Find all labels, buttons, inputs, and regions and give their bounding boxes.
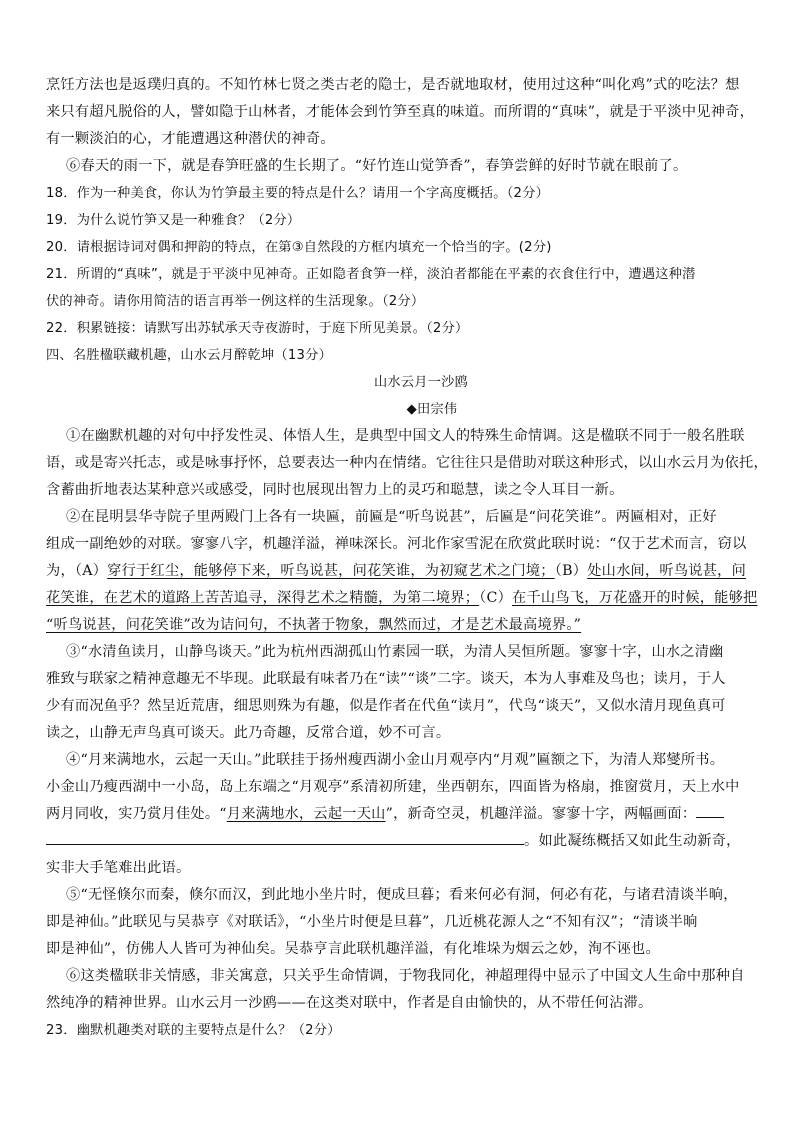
underlined-phrase-b-start: 处山水间，听鸟说甚，问 [587,563,747,579]
underlined-phrase-a: 穿行于红尘，能够停下来，听鸟说甚，问花笑谁，为初窥艺术之门境； [107,563,555,579]
article-p3-line-2: 雅致与联家之精神意趣无不毕现。此联最有味者乃在“读”“谈”二字。谈天，本为人事难及鸟也；读月，于人 [46,671,726,687]
p4-line3-suffix: ”，新奇空灵，机趣洋溢。寥寥十字，两幅画面： [385,806,697,822]
article-p6-line-1: ⑥这类楹联非关情感，非关寓意，只关乎生命情调，于物我同化，神超理得中显示了中国文人生命中那种自 [66,968,745,984]
document-page [46,72,766,1044]
article-p1-line-3: 含蓄曲折地表达某种意兴或感受，同时也展现出智力上的灵巧和聪慧，读之令人耳目一新。 [46,482,624,498]
marker-b: （B） [554,563,588,579]
section-4-heading: 四、名胜楹联藏机趣，山水云月醉乾坤（13分） [46,348,333,363]
answer-blank-line[interactable] [46,829,524,845]
question-19: 19．为什么说竹笋又是一种雅食？（2分） [46,213,301,228]
question-22: 22．积累链接：请默写出苏轼承天寺夜游时，于庭下所见美景。（2分） [46,321,469,336]
article-p6-line-2: 然纯净的精神世界。山水云月一沙鸥——在这类对联中，作者是自由愉快的，从不带任何沾滞。 [46,995,653,1011]
article-p5-line-1: ⑤“无怪倏尔而秦，倏尔而汉，到此地小坐片时，便成旦暮；看来何必有洞，何必有花，与诸君清谈半晌， [66,887,738,903]
article-p4-line-2: 小金山乃瘦西湖中一小岛，岛上东端之“月观亭”系清初所建，坐西朝东，四面皆为格扇，推窗赏月，天上水中 [46,779,740,795]
question-21-line-2: 伏的神奇。请你用简洁的语言再举一例这样的生活现象。（2分） [46,294,425,309]
underlined-phrase-c-end: “听鸟说甚，问花笑谁”改为诘问句，不执著于物象，飘然而过，才是艺术最高境界。” [46,617,582,633]
article-p4-line-4 [46,828,766,855]
article-p2-line-1: ②在昆明昙华寺院子里两殿门上各有一块匾，前匾是“听鸟说甚”，后匾是“问花笑谁”。两匾相对，正好 [66,509,717,525]
underlined-couplet: 月来满地水，云起一天山 [226,806,386,822]
p4-line3-prefix: 两月同收，实乃赏月佳处。“ [46,806,227,822]
article-p5-line-3: 即是神仙”，仿佛人人皆可为神仙矣。吴恭亨言此联机趣洋溢，有化堆垛为烟云之妙，洵不诬也。 [46,941,660,957]
question-23: 23．幽默机趣类对联的主要特点是什么？（2分） [46,1023,341,1038]
p4-line4-suffix: 。如此凝练概括又如此生动新奇， [524,833,741,849]
article-p3-line-4: 读之，山静无声鸟真可谈天。此乃奇趣，反常合道，妙不可言。 [46,725,451,741]
article-p2-line-3 [46,558,766,585]
article-p1-line-1: ①在幽默机趣的对句中抒发性灵、体悟人生，是典型中国文人的特殊生命情调。这是楹联不同于一般名胜联 [66,428,745,444]
underlined-phrase-b-end: 花笑谁，在艺术的道路上苦苦追寻，深得艺术之精髓，为第二境界； [46,590,480,606]
question-20: 20．请根据诗词对偶和押韵的特点，在第③自然段的方框内填充一个恰当的字。(2分) [46,240,552,255]
article-p3-line-1: ③“水清鱼读月，山静鸟谈天。”此为杭州西湖孤山竹素园一联，为清人吴恒所题。寥寥十字，山水之清幽 [66,644,724,660]
article-p2-line-4 [46,585,766,612]
article-p2-line-5 [46,612,766,639]
p2-prefix: 为，（A） [46,563,108,579]
underlined-phrase-c-start: 在千山鸟飞，万花盛开的时候，能够把 [512,590,758,606]
article-p4-line-3 [46,801,766,828]
prev-paragraph-line-3: 有一颗淡泊的心，才能遭遇这种潜伏的神奇。 [46,131,335,147]
prev-paragraph-line-2: 来只有超凡脱俗的人，譬如隐于山林者，才能体会到竹笋至真的味道。而所谓的“真味”，就是于平淡中见神奇， [46,104,755,120]
article-p5-line-2: 即是神仙。”此联见与吴恭亨《对联话》，“小坐片时便是旦暮”，几近桃花源人之“不知有汉”；“清谈半晌 [46,914,698,930]
question-18: 18．作为一种美食，你认为竹笋最主要的特点是什么？请用一个字高度概括。（2分） [46,186,550,201]
answer-blank-start[interactable] [696,802,724,818]
article-author: ◆田宗伟 [406,402,458,417]
question-21-line-1: 21．所谓的“真味”，就是于平淡中见神奇。正如隐者食笋一样，淡泊者都能在平素的衣食住行中，遭遇这种潜 [46,267,696,282]
article-p2-line-2: 组成一副绝妙的对联。寥寥八字，机趣洋溢，禅味深长。河北作家雪泥在欣赏此联时说：“仅于艺术而言，窃以 [46,536,747,552]
paragraph-6: ⑥春天的雨一下，就是春笋旺盛的生长期了。“好竹连山觉笋香”，春笋尝鲜的好时节就在眼前了。 [66,158,688,174]
article-p3-line-3: 少有而况鱼乎？然呈近荒唐，细思则殊为有趣，似是作者在代鱼“读月”，代鸟“谈天”，又似水清月现鱼真可 [46,698,726,714]
article-p1-line-2: 语，或是寄兴托志，或是咏事抒怀，总要表达一种内在情绪。它往往只是借助对联这种形式，以山水云月为依托， [46,455,768,471]
marker-c: （C） [479,590,513,606]
article-title: 山水云月一沙鸥 [373,375,469,390]
article-p4-line-5: 实非大手笔难出此语。 [46,860,191,876]
prev-paragraph-line-1: 烹饪方法也是返璞归真的。不知竹林七贤之类古老的隐士，是否就地取材，使用过这种“叫化鸡”式的吃法？想 [46,77,740,93]
article-p4-line-1: ④“月来满地水，云起一天山。”此联挂于扬州瘦西湖小金山月观亭内“月观”匾额之下，为清人郑燮所书。 [66,752,725,768]
